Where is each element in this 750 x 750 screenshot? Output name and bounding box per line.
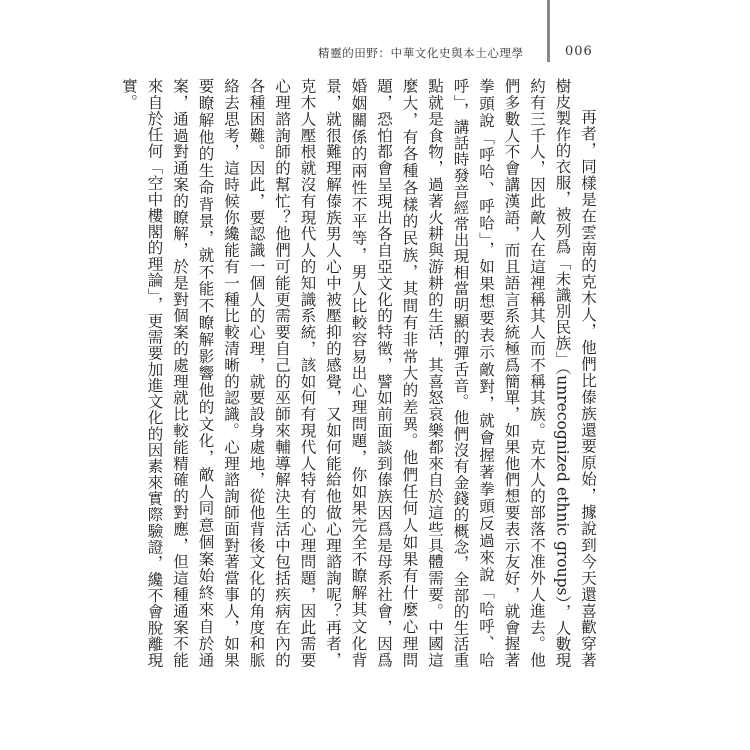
running-head: 精靈的田野：中華文化史與本土心理學 [318,46,524,60]
page-number: 006 [565,44,593,59]
paragraph-text: 再者，同樣是在雲南的克木人，他們比傣族還要原始，據說到今天還喜歡穿著樹皮製作的衣服，被列爲「未識別民族」（ [553,78,597,668]
paragraph-text: ），人數現約有三千人，因此敵人在這裡稱其人而不稱其族。克木人的部落不准外人進去。他們多數人不會講漢語，而且語言系統極爲簡單，如果他們想要表示友好，就會握著拳頭說「呼哈、呼哈」，如果想要表示敵對，就會握著拳頭反過來說「哈呼、哈呼」，講話時發音經常出現相當明顯的彈舌音。他們沒有金錢的概念，全部的生活重點就是食物，過著火耕與游耕的生活，其喜怒哀樂都來自於這些具體需要。中國這麼大，有各種各樣的民族，其間有非常大的差異。他們任何人如果有什麼心理問題，恐怕都會呈現出各自亞文化的特徵，譬如前面談到傣族因爲是母系社會，因爲婚姻關係的兩性不平等，男人比較容易出心理問題，你如果完全不瞭解其文化背景，就很難理解傣族男人心中被壓抑的感覺，又如何能給他做心理諮詢呢？再者，克木人壓根就沒有現代人的知識系統，該如何有現代人特有的心理問題，因此需要心理諮詢師的幫忙？他們可能更需要自己的巫師來輔導解決生活中包括疾病在內的各種困難。因此，要認識一個人的心理，就要設身處地，從他背後文化的角度和脈絡去思考，這時候你纔能有一種比較清晰的認識。心理諮詢師面對著當事人，如果要瞭解他的生命背景，就不能不瞭解影響他的文化，敵人同意個案始終來自於通案，通過對通案的瞭解，於是對個案的處理就比較能精確的對應，但這種通案不能來自於任何「空中樓閣的理論」，更需要加進文化的因素來實際驗證，纔不會脫離現實。 [120,78,572,669]
latin-term: unrecognized ethnic groups [553,375,572,596]
body-text [120,78,600,669]
paragraph [116,78,601,668]
